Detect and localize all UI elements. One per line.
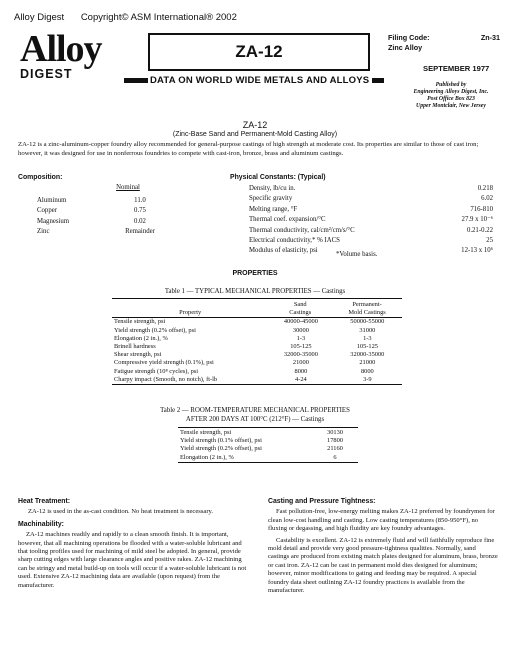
sand-value: 32000-35000 <box>283 351 318 359</box>
table-row <box>36 217 166 227</box>
properties-heading: PROPERTIES <box>232 270 278 277</box>
property: Thermal coef. expansion/°C <box>249 216 326 224</box>
table2-caption <box>0 407 510 424</box>
element: Aluminum <box>37 197 67 204</box>
property: Thermal conductivity, cal/cm²/cm/s/°C <box>249 226 355 234</box>
banner-rule-right <box>372 78 384 83</box>
element: Zinc <box>37 228 50 236</box>
table-row <box>178 454 358 462</box>
property: Yield strength (0.2% offset), psi <box>114 326 196 334</box>
table-row <box>248 194 494 204</box>
table-row <box>112 376 402 384</box>
property: Specific gravity <box>249 195 293 203</box>
left-column <box>18 498 250 593</box>
logo-bottom: DIGEST <box>20 67 73 81</box>
col-sand <box>268 299 332 317</box>
nominal-header: Nominal <box>116 184 140 191</box>
banner-text: DATA ON WORLD WIDE METALS AND ALLOYS <box>150 75 370 86</box>
element: Magnesium <box>37 217 70 225</box>
col-perm-1: Permanent- <box>352 301 382 308</box>
value: 27.9 x 10⁻⁶ <box>461 216 493 224</box>
table-rule <box>178 462 358 463</box>
heat-treatment-label: Heat Treatment: <box>18 498 71 505</box>
property: Melting range, °F <box>249 205 298 213</box>
table-row <box>112 318 402 326</box>
perm-value: 1-3 <box>363 334 372 342</box>
property: Yield strength (0.2% offset), psi <box>180 445 262 453</box>
header-journal: Alloy Digest <box>14 12 65 23</box>
publisher-block <box>396 82 506 110</box>
perm-value: 8000 <box>360 367 374 375</box>
physical-label: Physical Constants: (Typical) <box>230 174 326 181</box>
perm-value: 50000-55000 <box>350 318 385 326</box>
perm-value: 3-9 <box>363 375 372 383</box>
value: 0.75 <box>134 207 146 215</box>
table-row <box>248 205 494 215</box>
composition-label: Composition: <box>18 174 63 181</box>
table-row <box>36 227 166 237</box>
property: Tensile strength, psi <box>180 429 232 436</box>
publisher-line: Engineering Alloys Digest, Inc. <box>413 89 489 95</box>
property: Brinell hardness <box>114 343 156 351</box>
property: Charpy impact (Smooth, no notch), ft-lb <box>114 375 218 383</box>
table-row <box>36 206 166 216</box>
table-row <box>112 343 402 351</box>
doc-title: ZA-12 <box>242 120 268 130</box>
machinability-label: Machinability: <box>18 520 64 528</box>
element: Copper <box>37 207 58 215</box>
perm-value: 105-125 <box>356 343 378 351</box>
sand-value: 105-125 <box>290 343 312 351</box>
value: 0.21-0.22 <box>466 226 493 234</box>
volume-note: *Volume basis. <box>336 251 378 258</box>
col-perm-2: Mold Castings <box>348 309 386 317</box>
col-perm <box>332 299 402 317</box>
perm-value: 21000 <box>359 359 376 367</box>
property: Tensile strength, psi <box>114 318 166 326</box>
col-property: Property <box>179 309 202 317</box>
filing-code: Zn-31 <box>480 33 500 42</box>
table2-caption-2: AFTER 200 DAYS AT 100°C (212°F) — Castings <box>185 415 325 423</box>
intro-paragraph: ZA-12 is a zinc-aluminum-copper foundry alloy recommended for general-purpose castings of high strength at moderate cost. Its properties are similar to those of cast iron; however, it was designed for use in nonferrous foundries to compete with cast-iron, bronze, brass and aluminum castings. <box>18 141 479 157</box>
table-rule <box>112 384 402 385</box>
table-row <box>178 437 358 445</box>
col-sand-2: Castings <box>289 309 312 317</box>
publisher-line: Upper Montclair, New Jersey <box>416 103 486 109</box>
property: Fatigue strength (10⁸ cycles), psi <box>114 367 199 375</box>
table-row <box>178 445 358 453</box>
table-row <box>178 429 358 437</box>
issue-date: SEPTEMBER 1977 <box>423 64 490 73</box>
property: Density, lb/cu in. <box>249 185 296 192</box>
table2 <box>178 427 358 463</box>
sand-value: 30000 <box>292 326 309 334</box>
perm-value: 31000 <box>359 326 376 334</box>
value: 11.0 <box>134 197 146 204</box>
casting-text-2: Castability is excellent. ZA-12 is extremely fluid and will faithfully reproduce fine mold detail and provide very good pressure-tightness qualities. Normally, sand castings are produced from existing match plates designed for aluminum, brass, bronze or cast iron. ZA-12 can be cast in permanent mold dies designed for aluminum; however, minor modifications to gating and feeding may be required. A special foundry data sheet outlining ZA-12 foundry practices is available from the manufacturer. <box>268 536 498 595</box>
value: 12-13 x 10⁶ <box>461 247 493 255</box>
property: Modulus of elasticity, psi <box>249 247 318 255</box>
composition-table <box>36 196 166 238</box>
value: 25 <box>486 237 493 245</box>
filing-category: Zinc Alloy <box>388 43 423 52</box>
value: Remainder <box>125 228 155 236</box>
sand-value: 40000-45000 <box>283 318 318 326</box>
table-row <box>248 184 494 194</box>
copyright-line <box>14 12 251 23</box>
property: Shear strength, psi <box>114 351 162 359</box>
doc-subtitle: (Zinc-Base Sand and Permanent-Mold Casting Alloy) <box>172 131 338 138</box>
table2-caption-1: Table 2 — ROOM-TEMPERATURE MECHANICAL PROPERTIES <box>160 407 350 414</box>
table-rule <box>178 427 358 428</box>
header-copyright: Copyright© ASM International® 2002 <box>80 12 237 23</box>
table-row <box>112 368 402 376</box>
table-row <box>112 359 402 367</box>
value: 0.02 <box>134 217 146 225</box>
value: 6 <box>333 453 337 461</box>
filing-info <box>388 33 500 53</box>
value: 21160 <box>327 445 343 453</box>
sand-value: 8000 <box>294 367 308 375</box>
table-row <box>248 215 494 225</box>
logo-top: Alloy <box>20 28 102 70</box>
value: 17800 <box>327 437 343 445</box>
publisher-line: Published by <box>435 82 467 88</box>
publisher-line: Post Office Box 823 <box>427 96 475 102</box>
casting-label: Casting and Pressure Tightness: <box>268 498 376 505</box>
heat-treatment-text: ZA-12 is used in the as-cast condition. No heat treatment is necessary. <box>28 508 214 516</box>
title-box: ZA-12 <box>148 33 370 71</box>
sand-value: 1-3 <box>296 334 306 342</box>
value: 0.218 <box>477 185 493 192</box>
value: 716-810 <box>470 205 493 213</box>
property: Electrical conductivity,* % IACS <box>249 237 340 245</box>
table-row <box>112 327 402 335</box>
value: 30130 <box>327 429 343 436</box>
property: Yield strength (0.1% offset), psi <box>180 437 262 445</box>
value: 6.02 <box>481 195 493 203</box>
casting-text-1: Fast pollution-free, low-energy melting makes ZA-12 preferred by foundrymen for clean low-cost handling and casting. Low casting temperatures (850-950°F), no fluxing or degassing, and high fluidity are key foundry advantages. <box>268 508 495 533</box>
table-row <box>112 351 402 359</box>
physical-table <box>248 184 494 257</box>
perm-value: 32000-35000 <box>350 351 385 359</box>
right-column <box>268 498 498 598</box>
machinability-text: ZA-12 machines readily and rapidly to a clean smooth finish. It is important, however, that all machining operations be flooded with a water-soluble lubricant and that tooling profiles used for machining of mild steel be adopted. In general, provide sharp cutting edges with large clearance angles and positive rakes. ZA-12 machining can be stringy and metal build-up on tools will occur if a water-soluble lubricant is not used. Extensive ZA-12 machining data are available (upon request) from the manufacturer. <box>18 531 247 589</box>
table1 <box>112 298 402 385</box>
alloy-digest-logo <box>20 30 124 90</box>
banner-rule-left <box>124 78 148 83</box>
table-row <box>36 196 166 206</box>
property: Elongation (2 in.), % <box>114 334 168 342</box>
property: Elongation (2 in.), % <box>180 453 234 461</box>
table-row <box>248 226 494 236</box>
property: Compressive yield strength (0.1%), psi <box>114 359 214 367</box>
filing-code-label: Filing Code: <box>388 33 430 42</box>
table-row <box>248 236 494 246</box>
table-header <box>112 299 402 317</box>
col-sand-1: Sand <box>293 301 307 308</box>
table1-caption: Table 1 — TYPICAL MECHANICAL PROPERTIES — Castings <box>164 288 346 295</box>
table-row <box>112 335 402 343</box>
sand-value: 21000 <box>292 359 309 367</box>
sand-value: 4-24 <box>295 375 307 383</box>
